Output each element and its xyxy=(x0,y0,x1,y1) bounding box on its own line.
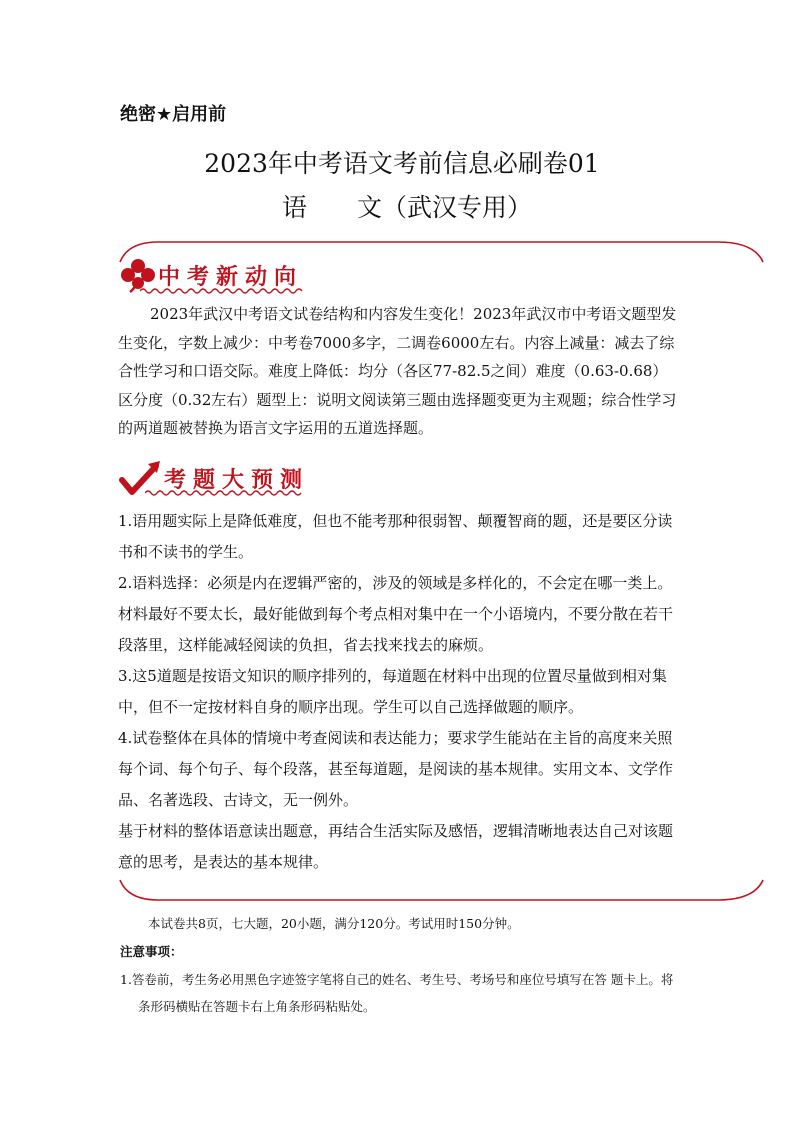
subject-rest: 文（武汉专用） xyxy=(357,193,533,222)
prediction-item: 2.语料选择：必须是内在逻辑严密的，涉及的领域是多样化的，不会定在哪一类上。材料最好不要太长，最好能做到每个考点相对集中在一个小语境内，不要分散在若干段落里，这样能减轻阅读的负担，省去找来找去的麻烦。 xyxy=(118,574,674,654)
notice-item-1-line-2: 条形码横贴在答题卡右上角条形码粘贴处。 xyxy=(138,999,376,1014)
prediction-item: 4.试卷整体在具体的情境中考查阅读和表达能力；要求学生能站在主旨的高度来关照每个词、每个句子、每个段落，甚至每道题，是阅读的基本规律。实用文本、文学作品、名著选段、古诗文，无一例外。 xyxy=(118,729,674,809)
subject-char: 语 xyxy=(281,193,307,222)
prediction-item: 1.语用题实际上是降低难度，但也不能考那种很弱智、颠覆智商的题，还是要区分读书和不读书的学生。 xyxy=(118,512,673,561)
trend-underline xyxy=(140,287,305,295)
exam-info: 本试卷共8页，七大题，20小题，满分120分。考试用时150分钟。 xyxy=(148,916,520,931)
prediction-heading-label: 考题大预测 xyxy=(164,467,310,493)
trend-body xyxy=(118,300,678,443)
prediction-item: 基于材料的整体语意读出题意，再结合生活实际及感悟，逻辑清晰地表达自己对该题意的思考，是表达的基本规律。 xyxy=(118,822,674,871)
prediction-item: 3.这5道题是按语文知识的顺序排列的，每道题在材料中出现的位置尽量做到相对集中，但不一定按材料自身的顺序出现。学生可以自己选择做题的顺序。 xyxy=(118,667,667,716)
secret-label: 绝密★启用前 xyxy=(120,104,227,125)
notice-item-1-line-1: 1.答卷前，考生务必用黑色字迹签字笔将自己的姓名、考生号、考场号和座位号填写在答 题卡上。将 xyxy=(120,972,674,987)
prediction-body xyxy=(118,506,678,878)
prediction-underline xyxy=(145,489,305,497)
exam-notice xyxy=(120,910,680,1020)
page-subtitle xyxy=(0,188,794,224)
trend-paragraph: 2023年武汉中考语文试卷结构和内容发生变化！2023年武汉市中考语文题型发生变化，字数上减少：中考卷7000多字，二调卷6000左右。内容上减量：减去了综合性学习和口语交际。难度上降低：均分（各区77-82.5之间）难度（0.63-0.68）区分度（0.32左右）题型上：说明文阅读第三题由选择题变更为主观题；综合性学习的两道题被替换为语言文字运用的五道选择题。 xyxy=(118,305,677,437)
trend-heading-label: 中考新动向 xyxy=(158,264,304,290)
notice-heading: 注意事项： xyxy=(120,944,183,959)
page-title: 2023年中考语文考前信息必刷卷01 xyxy=(204,149,600,178)
